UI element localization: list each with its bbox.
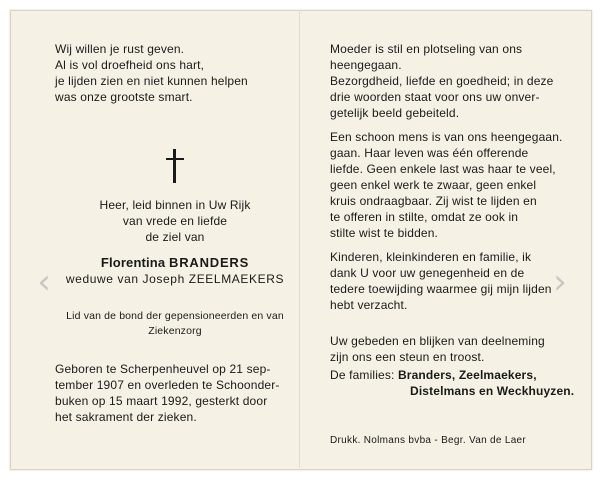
prayer-line: van vrede en liefde [122,214,228,228]
prayer-line: Heer, leid binnen in Uw Rijk [99,198,251,212]
birth-death-line: tember 1907 en overleden te Schoonder- [55,378,280,392]
prayer-line: de ziel van [145,230,205,244]
paragraph-3 [330,249,577,313]
birth-death-line: Geboren te Scherpenheuvel op 21 sep- [55,362,271,376]
text-line: geen enkel werk te zwaar, geen enkel [330,178,537,192]
text-line: te offeren in stilte, omdat ze ook in [330,210,519,224]
text-line: gaan. Haar leven was één offerende [330,146,529,160]
text-line: getelijk beeld gebeiteld. [330,106,460,120]
text-line: Moeder is stil en plotseling van ons [330,42,523,56]
left-page [55,41,295,425]
deceased-name [55,255,295,271]
birth-death [55,361,295,425]
families-names-2: Distelmans en Weckhuyzen. [410,384,575,398]
text-line: tedere toewijding waarmee gij mijn lijden [330,282,552,296]
families-label: De families: [330,368,395,382]
text-line: heengegaan. [330,58,402,72]
poem [55,41,295,105]
surname: BRANDERS [169,255,250,270]
cross-icon [166,149,184,183]
first-name: Florentina [100,255,166,270]
paragraph-1 [330,41,577,121]
membership-line: Ziekenzorg [148,325,202,337]
birth-death-line: het sakrament der zieken. [55,410,197,424]
text-line: hebt verzacht. [330,298,408,312]
prayer [55,197,295,245]
chevron-right-icon[interactable]: › [553,262,567,302]
printer-credit: Drukk. Nolmans bvba - Begr. Van de Laer [330,435,527,446]
text-line: kruis ondraagbaar. Zij wist te lijden en [330,194,537,208]
poem-line: Wij willen je rust geven. [55,42,185,56]
text-line: zijn ons een steun en troost. [330,350,485,364]
text-line: Een schoon mens is van ons heengegaan. [330,130,563,144]
text-line: Uw gebeden en blijken van deelneming [330,334,545,348]
text-line: drie woorden staat voor ons uw onver- [330,90,540,104]
card-fold [299,10,300,468]
chevron-left-icon[interactable]: ‹ [37,262,51,302]
poem-line: je lijden zien en niet kunnen helpen [55,74,248,88]
text-line: liefde. Geen enkele last was haar te veel, [330,162,556,176]
right-page [330,41,577,449]
paragraph-2 [330,129,577,241]
text-line: Kinderen, kleinkinderen en familie, ik [330,250,532,264]
birth-death-line: buken op 15 maart 1992, gesterkt door [55,394,268,408]
text-line: stilte wist te bidden. [330,226,439,240]
families [330,367,577,383]
membership-line: Lid van de bond der gepensioneerden en van [66,310,284,322]
membership [55,309,295,339]
text-line: Bezorgdheid, liefde en goedheid; in deze [330,74,554,88]
widow-line: weduwe van Joseph ZEELMAEKERS [65,272,285,286]
families-names-1: Branders, Zeelmaekers, [397,368,537,382]
text-line: dank U voor uw genegenheid en de [330,266,525,280]
paragraph-4 [330,333,577,365]
poem-line: was onze grootste smart. [55,90,193,104]
poem-line: Al is vol droefheid ons hart, [55,58,205,72]
